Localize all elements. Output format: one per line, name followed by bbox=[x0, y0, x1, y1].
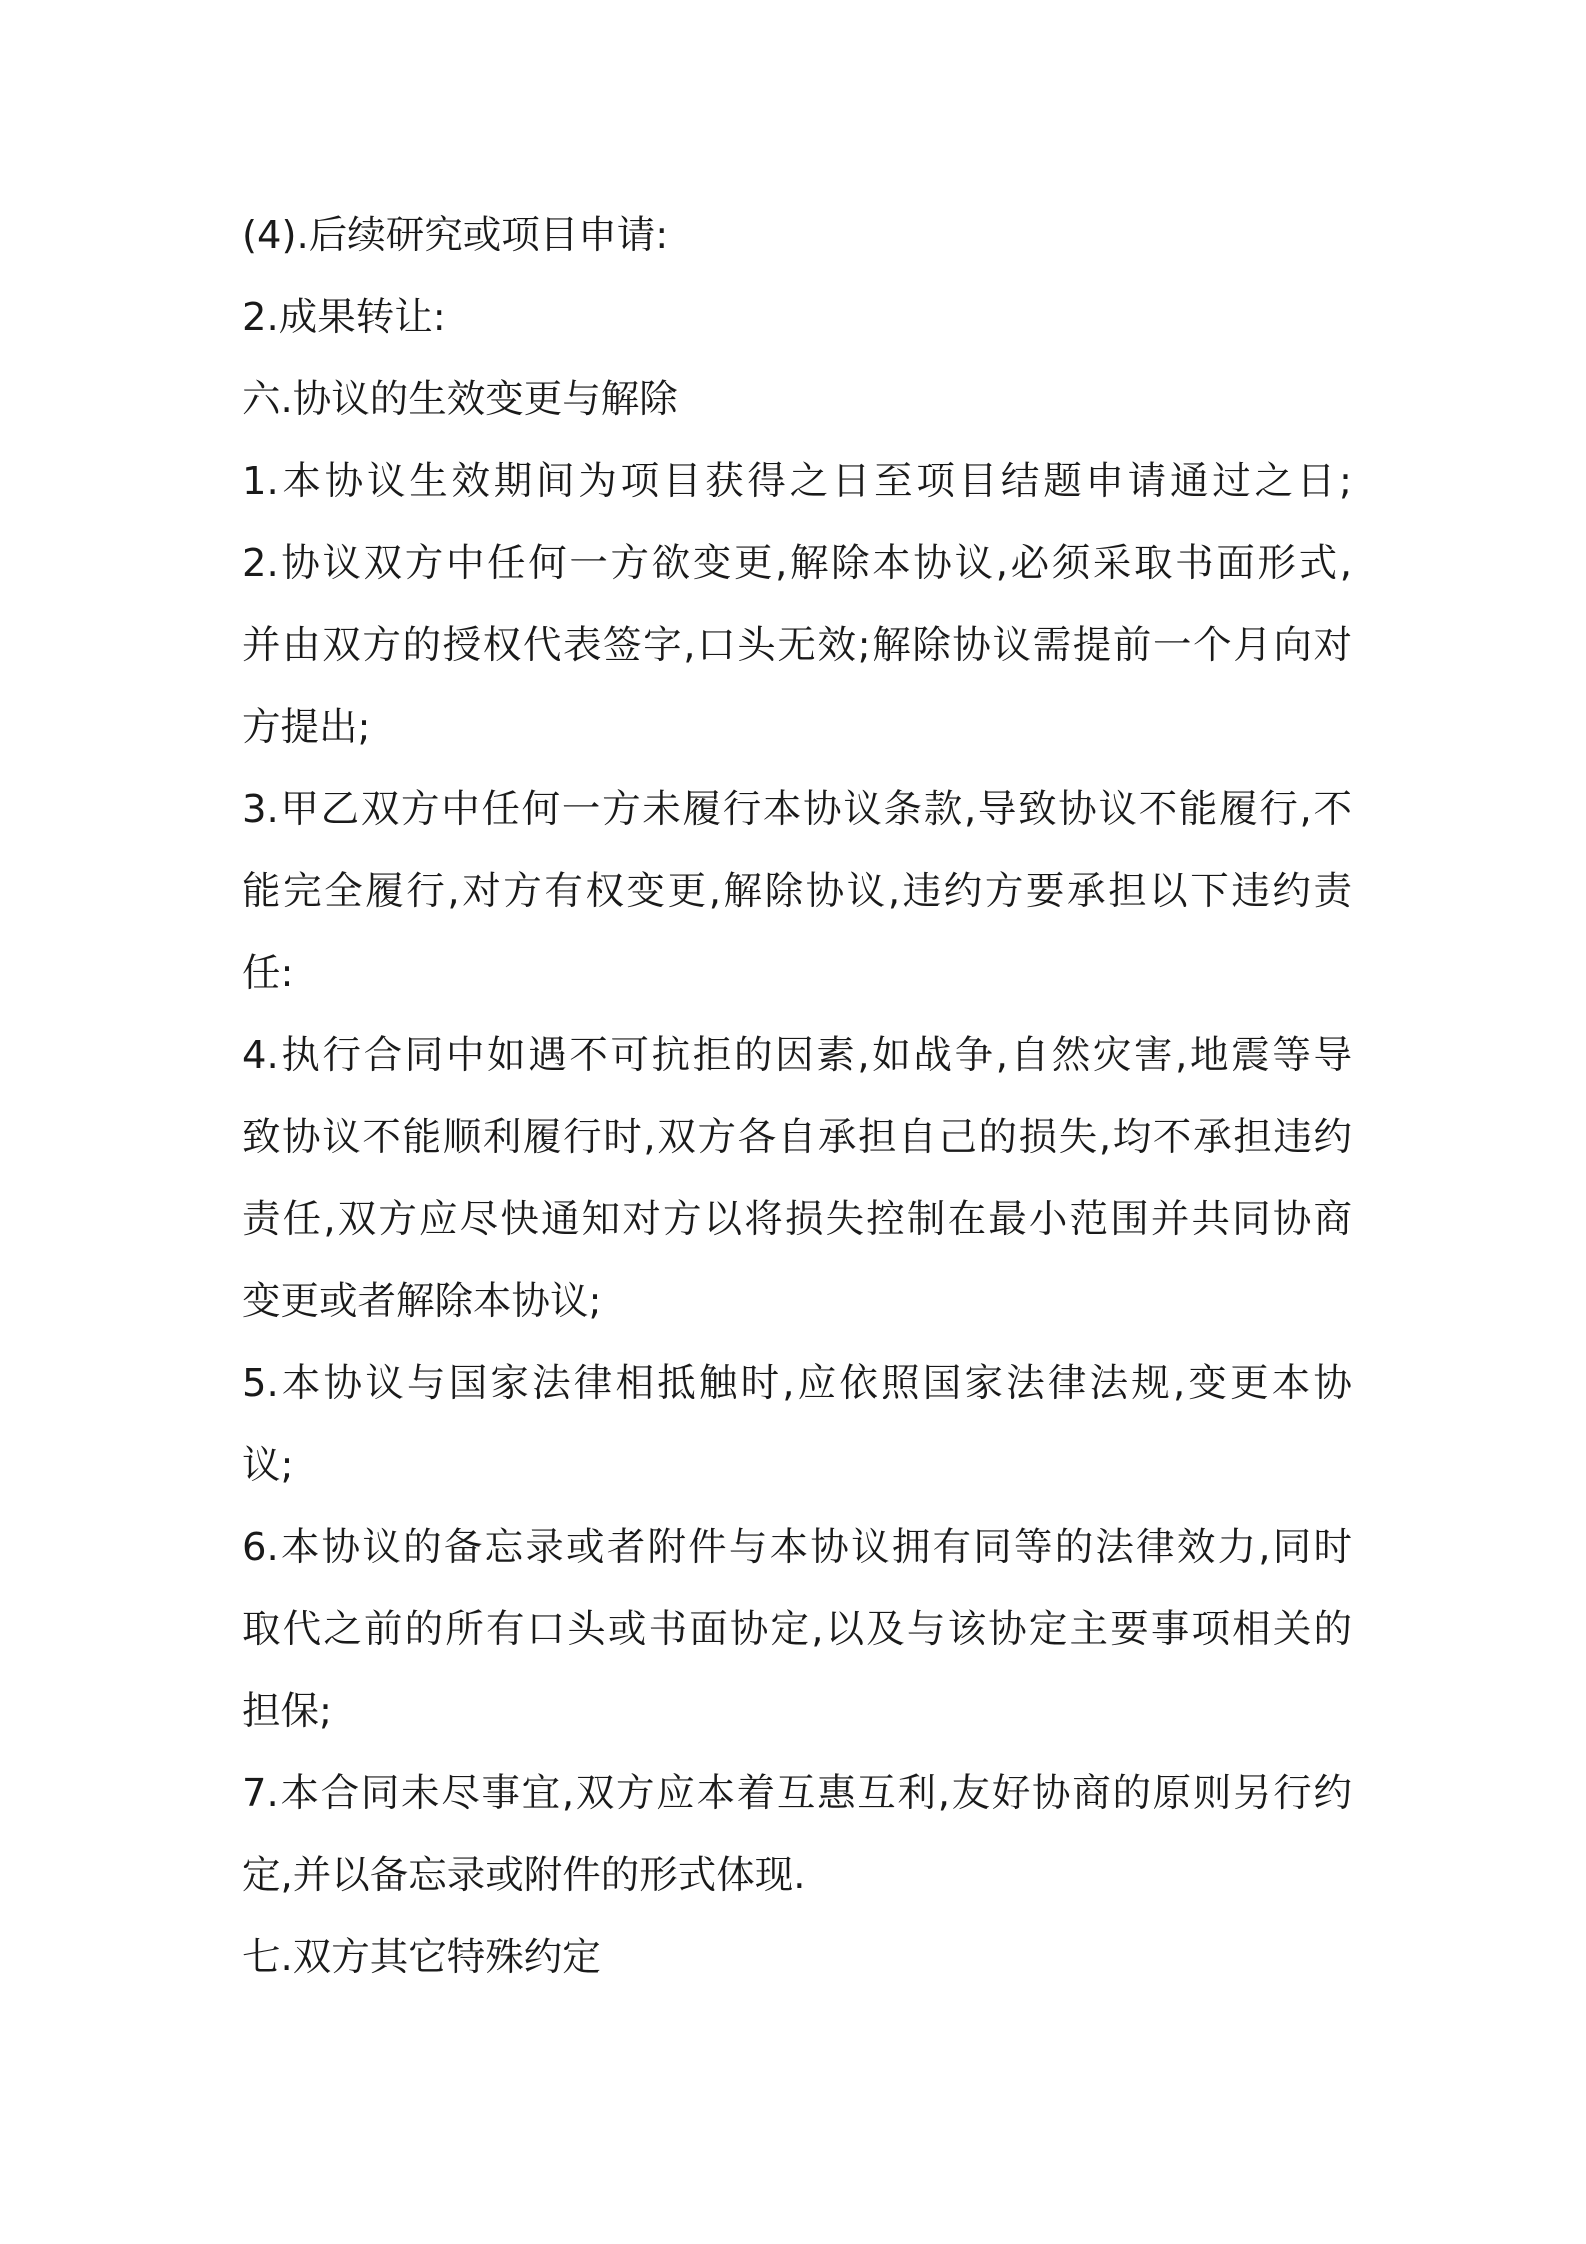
clause-4-line-2: 致协议不能顺利履行时,双方各自承担自己的损失,均不承担违约 bbox=[242, 1115, 1352, 1160]
clause-5-line-2: 议; bbox=[242, 1443, 294, 1488]
clause-3-line-2: 能完全履行,对方有权变更,解除协议,违约方要承担以下违约责 bbox=[242, 869, 1352, 914]
subsection-heading-result-transfer: 2.成果转让: bbox=[242, 295, 446, 340]
subsection-heading-follow-up-research: (4).后续研究或项目申请: bbox=[242, 213, 669, 258]
clause-6-line-3: 担保; bbox=[242, 1689, 332, 1734]
clause-2-line-1: 2.协议双方中任何一方欲变更,解除本协议,必须采取书面形式, bbox=[242, 541, 1352, 586]
clause-4-line-1: 4.执行合同中如遇不可抗拒的因素,如战争,自然灾害,地震等导 bbox=[242, 1033, 1352, 1078]
clause-2-line-3: 方提出; bbox=[242, 705, 371, 750]
clause-3-line-3: 任: bbox=[242, 951, 294, 996]
document-body bbox=[242, 195, 1352, 1999]
clause-7-line-2: 定,并以备忘录或附件的形式体现. bbox=[242, 1853, 806, 1898]
clause-7-line-1: 7.本合同未尽事宜,双方应本着互惠互利,友好协商的原则另行约 bbox=[242, 1771, 1352, 1816]
clause-1-line-1: 1.本协议生效期间为项目获得之日至项目结题申请通过之日; bbox=[242, 459, 1352, 504]
section-heading-effectiveness-change-termination: 六.协议的生效变更与解除 bbox=[242, 377, 678, 422]
clause-2-line-2: 并由双方的授权代表签字,口头无效;解除协议需提前一个月向对 bbox=[242, 623, 1352, 668]
clause-6-line-2: 取代之前的所有口头或书面协定,以及与该协定主要事项相关的 bbox=[242, 1607, 1352, 1652]
section-heading-other-special-agreements: 七.双方其它特殊约定 bbox=[242, 1935, 601, 1980]
clause-4-line-4: 变更或者解除本协议; bbox=[242, 1279, 602, 1324]
clause-5-line-1: 5.本协议与国家法律相抵触时,应依照国家法律法规,变更本协 bbox=[242, 1361, 1352, 1406]
clause-3-line-1: 3.甲乙双方中任何一方未履行本协议条款,导致协议不能履行,不 bbox=[242, 787, 1352, 832]
clause-4-line-3: 责任,双方应尽快通知对方以将损失控制在最小范围并共同协商 bbox=[242, 1197, 1352, 1242]
clause-6-line-1: 6.本协议的备忘录或者附件与本协议拥有同等的法律效力,同时 bbox=[242, 1525, 1352, 1570]
